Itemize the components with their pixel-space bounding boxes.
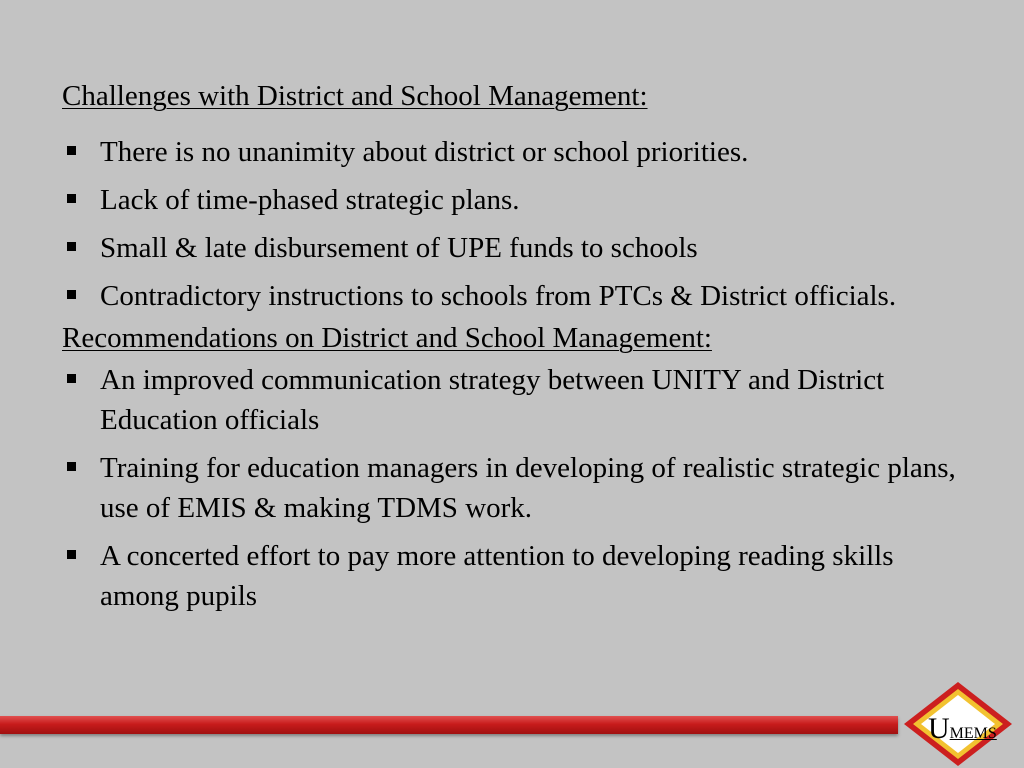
- list-item: [62, 448, 972, 528]
- square-bullet-icon: [67, 374, 76, 383]
- recommendations-list: [62, 360, 972, 616]
- square-bullet-icon: [67, 550, 76, 559]
- logo-initial: U: [928, 712, 950, 745]
- logo-rest: MEMS: [949, 725, 997, 742]
- square-bullet-icon: [67, 462, 76, 471]
- list-item-text: Small & late disbursement of UPE funds to schools: [100, 232, 698, 264]
- list-item-text: A concerted effort to pay more attention to developing reading skills among pupils: [100, 540, 894, 612]
- list-item-text: There is no unanimity about district or school priorities.: [100, 136, 749, 168]
- list-item-text: An improved communication strategy between UNITY and District Education officials: [100, 364, 885, 436]
- square-bullet-icon: [67, 242, 76, 251]
- list-item-text: Contradictory instructions to schools from PTCs & District officials.: [100, 280, 897, 312]
- list-item: [62, 132, 972, 172]
- square-bullet-icon: [67, 194, 76, 203]
- list-item: [62, 228, 972, 268]
- list-item-text: Lack of time-phased strategic plans.: [100, 184, 520, 216]
- challenges-heading: Challenges with District and School Management:: [62, 80, 648, 112]
- list-item: [62, 180, 972, 220]
- list-item-text: Training for education managers in developing of realistic strategic plans, use of EMIS & making TDMS work.: [100, 452, 956, 524]
- list-item: [62, 360, 972, 440]
- square-bullet-icon: [67, 146, 76, 155]
- list-item: [62, 276, 972, 316]
- logo-text: [928, 714, 997, 744]
- slide-body: [62, 78, 972, 624]
- footer-bar: [0, 716, 898, 734]
- list-item: [62, 536, 972, 616]
- square-bullet-icon: [67, 290, 76, 299]
- recommendations-heading: Recommendations on District and School Management:: [62, 322, 712, 354]
- challenges-list: [62, 132, 972, 316]
